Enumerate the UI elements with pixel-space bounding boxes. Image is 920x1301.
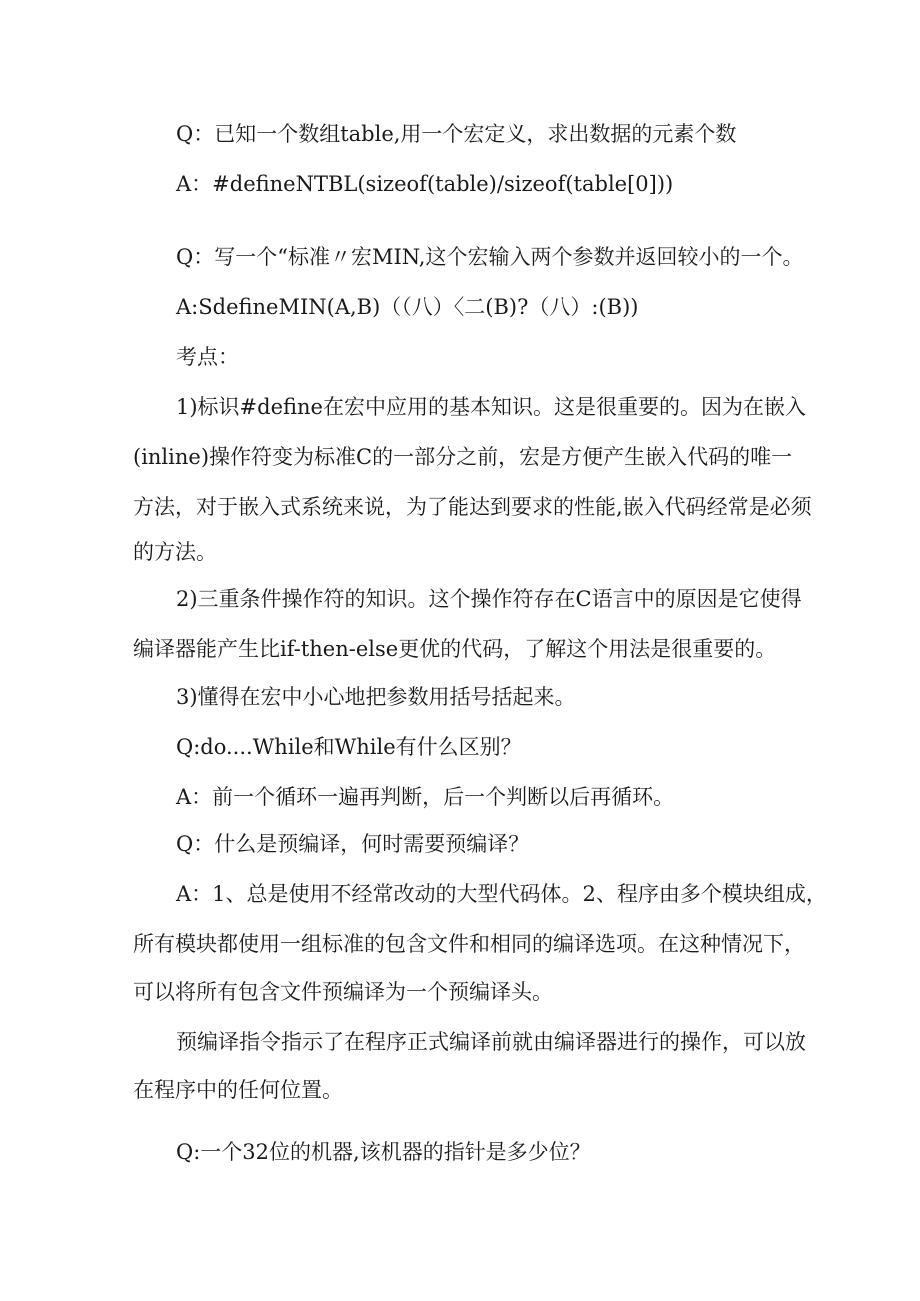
paragraph-line: 2)三重条件操作符的知识。这个操作符存在C语言中的原因是它使得	[176, 587, 802, 611]
question-line: Q：什么是预编译，何时需要预编译？	[176, 832, 530, 856]
paragraph-line: 的方法。	[133, 540, 217, 564]
paragraph-line: 1)标识#define在宏中应用的基本知识。这是很重要的。因为在嵌入	[176, 395, 806, 419]
paragraph-line: 可以将所有包含文件预编译为一个预编译头。	[133, 980, 553, 1004]
paragraph-line: 所有模块都使用一组标准的包含文件和相同的编译选项。在这种情况下，	[133, 932, 805, 956]
answer-line: A：前一个循环一遍再判断，后一个判断以后再循环。	[176, 785, 675, 809]
paragraph-line: 预编译指令指示了在程序正式编译前就由编译器进行的操作，可以放	[176, 1030, 806, 1054]
paragraph-line: 编译器能产生比if-then-else更优的代码，了解这个用法是很重要的。	[133, 637, 777, 661]
section-heading: 考点：	[176, 345, 239, 369]
answer-line: A：1、总是使用不经常改动的大型代码体。2、程序由多个模块组成，	[176, 882, 827, 906]
question-line: Q:do....While和While有什么区别？	[176, 735, 522, 759]
paragraph-line: 3)懂得在宏中小心地把参数用括号括起来。	[176, 685, 576, 709]
paragraph-line: 在程序中的任何位置。	[133, 1078, 343, 1102]
question-line: Q：写一个“标准〃宏MIN,这个宏输入两个参数并返回较小的一个。	[176, 245, 804, 269]
paragraph-line: 方法，对于嵌入式系统来说，为了能达到要求的性能,嵌入代码经常是必须	[133, 495, 812, 519]
answer-line: A：#defineNTBL(sizeof(table)/sizeof(table[0]))	[176, 172, 674, 196]
question-line: Q：已知一个数组table,用一个宏定义，求出数据的元素个数	[176, 122, 737, 146]
question-line: Q:一个32位的机器,该机器的指针是多少位？	[176, 1140, 591, 1164]
answer-line: A:SdefineMIN(A,B)（（八）〈二(B)?（八）:(B))	[176, 295, 639, 319]
paragraph-line: (inline)操作符变为标准C的一部分之前，宏是方便产生嵌入代码的唯一	[133, 445, 793, 469]
